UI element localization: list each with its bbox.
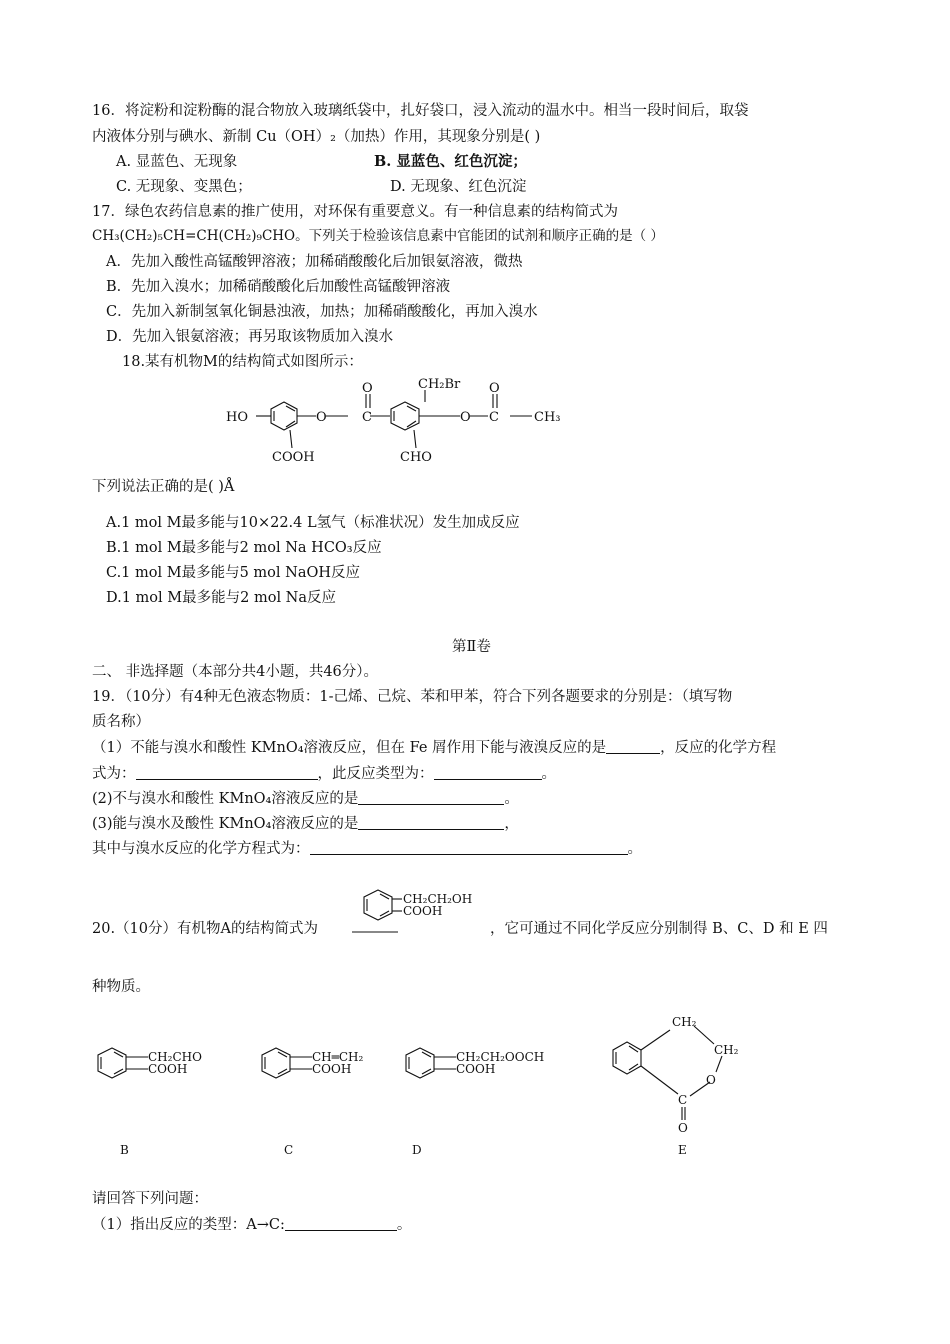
q18-option-a: A.1 mol M最多能与10×22.4 L氢气（标准状况）发生加成反应	[106, 515, 520, 531]
q19-sub3-comma: ，	[504, 816, 519, 832]
q19-sub1-text: （1）不能与溴水和酸性 KMnO₄溶液反应，但在 Fe 屑作用下能与液溴反应的是	[92, 740, 607, 756]
q18-option-d: D.1 mol M最多能与2 mol Na反应	[106, 590, 337, 606]
q19-sub4-text: 其中与溴水反应的化学方程式为：	[92, 841, 310, 857]
q19-sub3-text: (3)能与溴水及酸性 KMnO₄溶液反应的是	[92, 816, 359, 832]
q20-b-sidechain-top: CH₂CHO	[148, 1050, 202, 1064]
q19-period: 。	[541, 766, 556, 782]
q20-e-ch2-right: CH₂	[714, 1043, 739, 1057]
q20-c-sidechain-bottom: COOH	[312, 1062, 352, 1076]
part2-title: 第Ⅱ卷	[452, 639, 491, 655]
q18-ho-label: HO	[226, 410, 248, 425]
q20-sub1-period: 。	[396, 1217, 412, 1233]
q16-option-a: A. 显蓝色、无现象	[116, 154, 238, 170]
q20-line1-end: ，它可通过不同化学反应分别制得 B、C、D 和 E 四	[490, 921, 828, 937]
q16-line2: 内液体分别与碘水、新制 Cu（OH）₂（加热）作用，其现象分别是( )	[92, 129, 541, 145]
q19-answer-blank-4[interactable]	[358, 791, 504, 805]
q17-option-c: C．先加入新制氢氧化铜悬浊液，加热；加稀硝酸酸化，再加入溴水	[106, 304, 538, 320]
q18-option-b: B.1 mol M最多能与2 mol Na HCO₃反应	[106, 540, 382, 556]
q17-option-d: D．先加入银氨溶液；再另取该物质加入溴水	[106, 329, 394, 345]
q18-stem: 下列说法正确的是( )Å	[92, 479, 235, 495]
q20-structure-a	[352, 880, 488, 936]
q16-option-d: D. 无现象、红色沉淀	[390, 179, 527, 195]
q20-answer-blank-1[interactable]	[285, 1217, 397, 1231]
q19-answer-blank-6[interactable]	[310, 841, 628, 855]
q20-e-ch2-top: CH₂	[672, 1015, 697, 1029]
q20-d-sidechain-top: CH₂CH₂OOCH	[456, 1050, 545, 1064]
q19-sub1-text2: ，反应的化学方程	[660, 740, 777, 756]
q16-option-c: C. 无现象、变黑色；	[116, 179, 252, 195]
q19-sub1-line1	[92, 740, 776, 756]
q19-line1: 19．（10分）有4种无色液态物质：1-己烯、己烷、苯和甲苯，符合下列各题要求的分别是：（填写物	[92, 689, 733, 705]
q19-line2: 质名称）	[92, 714, 150, 730]
q18-carbonyl-o2: O	[489, 381, 500, 396]
q20-label-e: E	[678, 1143, 687, 1157]
q20-e-carbonyl-c: C	[678, 1093, 688, 1107]
q17-line2: CH₃(CH₂)₅CH=CH(CH₂)₉CHO。下列关于检验该信息素中官能团的试剂和顺序正确的是（ ）	[92, 228, 664, 244]
q16-line1: 16．将淀粉和淀粉酶的混合物放入玻璃纸袋中，扎好袋口，浸入流动的温水中。相当一段时间后，取袋	[92, 103, 749, 119]
q20-e-ring-o: O	[706, 1073, 716, 1087]
q17-option-b: B．先加入溴水；加稀硝酸酸化后加酸性高锰酸钾溶液	[106, 279, 451, 295]
q20-label-b: B	[120, 1143, 129, 1157]
part2-heading: 二、 非选择题（本部分共4小题，共46分）。	[92, 664, 379, 680]
q18-ester-o2: O	[460, 410, 471, 425]
q18-intro: 18.某有机物M的结构简式如图所示：	[122, 354, 363, 370]
q18-structure-diagram	[220, 372, 580, 464]
q20-d-sidechain-bottom: COOH	[456, 1062, 496, 1076]
q19-answer-blank-1[interactable]	[606, 740, 660, 754]
q19-sub4	[92, 841, 642, 857]
q20-a-sidechain-bottom: COOH	[403, 904, 443, 918]
q18-cho-label: CHO	[400, 450, 432, 464]
q20-label-d: D	[412, 1143, 422, 1157]
q20-ask: 请回答下列问题：	[92, 1191, 208, 1207]
q19-answer-blank-3[interactable]	[434, 766, 542, 780]
q18-option-c: C.1 mol M最多能与5 mol NaOH反应	[106, 565, 361, 581]
q17-option-a: A．先加入酸性高锰酸钾溶液；加稀硝酸酸化后加银氨溶液，微热	[106, 254, 523, 270]
q19-equation-label: 式为：	[92, 766, 136, 782]
q19-sub3	[92, 816, 519, 832]
q20-line2: 种物质。	[92, 979, 150, 995]
q20-sub1	[92, 1217, 411, 1233]
q18-cooh-label: COOH	[272, 450, 315, 464]
q16-option-b: B. 显蓝色、红色沉淀；	[374, 153, 527, 170]
q19-answer-blank-2[interactable]	[136, 766, 318, 780]
q18-ch3-label: CH₃	[534, 410, 561, 425]
q18-carbonyl-c2: C	[489, 410, 499, 425]
q20-line1-start: 20.（10分）有机物A的结构简式为	[92, 921, 318, 937]
q18-ester-o1: O	[316, 410, 327, 425]
q19-sub2-period: 。	[504, 791, 519, 807]
q20-a-sidechain-top: CH₂CH₂OH	[403, 892, 473, 906]
q19-sub1-line2	[92, 766, 556, 782]
q18-carbonyl-o1: O	[362, 381, 373, 396]
q19-sub4-period: 。	[627, 841, 642, 857]
q20-c-sidechain-top: CH═CH₂	[312, 1050, 364, 1064]
q20-structures-bcde	[90, 1010, 810, 1160]
q18-ch2br-label: CH₂Br	[418, 377, 461, 392]
q18-carbonyl-c1: C	[362, 410, 372, 425]
q17-line1: 17．绿色农药信息素的推广使用，对环保有重要意义。有一种信息素的结构简式为	[92, 204, 618, 220]
q20-sub1-text: （1）指出反应的类型：A→C:	[92, 1217, 285, 1233]
q20-e-carbonyl-o: O	[678, 1121, 688, 1135]
q19-answer-blank-5[interactable]	[358, 816, 504, 830]
q19-sub2	[92, 791, 519, 807]
q20-label-c: C	[284, 1143, 294, 1157]
q19-sub2-text: (2)不与溴水和酸性 KMnO₄溶液反应的是	[92, 791, 359, 807]
q20-b-sidechain-bottom: COOH	[148, 1062, 188, 1076]
q19-reaction-type-label: ，此反应类型为：	[317, 766, 434, 782]
